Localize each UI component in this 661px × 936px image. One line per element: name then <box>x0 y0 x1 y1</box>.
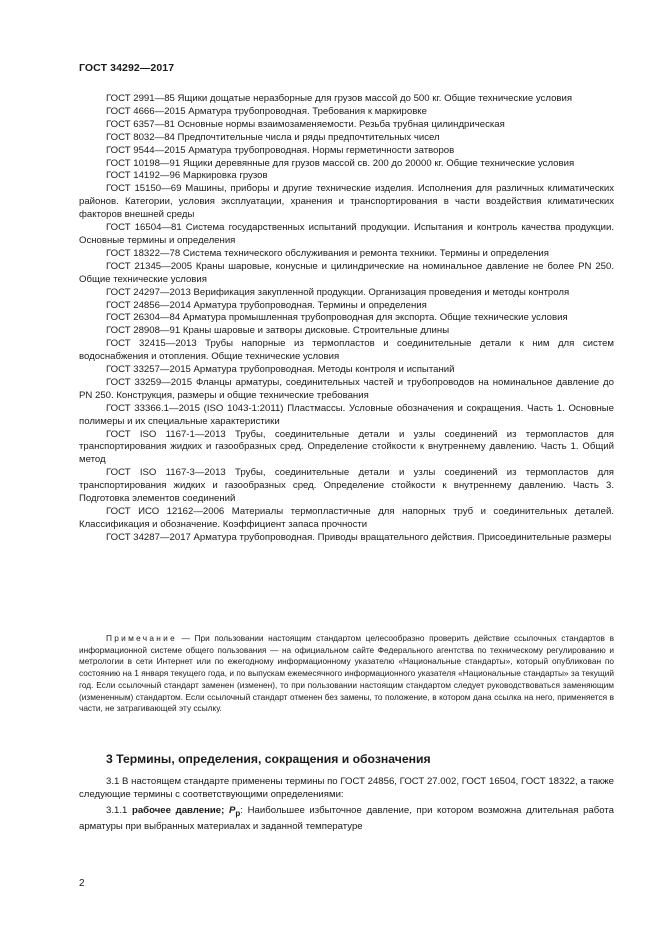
reference-item: ГОСТ 8032—84 Предпочтительные числа и ряды предпочтительных чисел <box>106 131 440 143</box>
reference-item: ГОСТ ISO 1167-1—2013 Трубы, соединительные детали и узлы соединений из термопластов для транспортирования жидких и газообразных сред. Определение стойкости к внутреннему давлению. Часть 1. Общий метод <box>79 428 614 466</box>
reference-item: ГОСТ ИСО 12162—2006 Материалы термопластичные для напорных труб и соединительных деталей. Классификация и обозначение. Коэффициент запаса прочности <box>79 506 614 530</box>
reference-item: ГОСТ 33259—2015 Фланцы арматуры, соединительных частей и трубопроводов на номинальное давление до PN 250. Конструкция, размеры и общие технические требования <box>79 376 614 401</box>
normative-references-list <box>79 93 614 545</box>
section-heading: 3 Термины, определения, сокращения и обозначения <box>106 752 431 766</box>
reference-item: ГОСТ 4666—2015 Арматура трубопроводная. Требования к маркировке <box>106 105 427 117</box>
reference-item: ГОСТ 14192—96 Маркировка грузов <box>106 170 268 182</box>
term-name: рабочее давление; <box>131 805 229 816</box>
note-text: — При пользовании настоящим стандартом целесообразно проверить действие ссылочных стандартов в информационной системе общего пользования — на официальном сайте Федерального агентства по техническому регулированию и метрологии в сети Интернет или по ежегодному информационному указателю «Национальные стандарты», который опубликован по состоянию на 1 января текущего года, и по выпускам ежемесячного информационного указателя «Национальные стандарты» за текущий год. Если ссылочный стандарт заменен (изменен), то при пользовании настоящим стандартом следует руководствоваться заменяющим (измененным) стандартом. Если ссылочный стандарт отменен без замены, то положение, в котором дана ссылка на него, применяется в части, не затрагивающей эту ссылку. <box>79 633 614 714</box>
reference-item: ГОСТ 24856—2014 Арматура трубопроводная. Термины и определения <box>106 299 427 311</box>
reference-item: ГОСТ 6357—81 Основные нормы взаимозаменяемости. Резьба трубная цилиндрическая <box>106 118 505 130</box>
paragraph-3-1: 3.1 В настоящем стандарте применены термины по ГОСТ 24856, ГОСТ 27.002, ГОСТ 16504, ГОСТ 18322, а также следующие термины с соответствующими определениями: <box>79 776 614 800</box>
note-label: Примечание <box>106 633 178 643</box>
reference-item: ГОСТ 33366.1—2015 (ISO 1043-1:2011) Пластмассы. Условные обозначения и сокращения. Часть 1. Основные полимеры и их специальные характеристики <box>79 402 614 427</box>
reference-item: ГОСТ 16504—81 Система государственных испытаний продукции. Испытания и контроль качества продукции. Основные термины и определения <box>79 222 614 246</box>
reference-item: ГОСТ 15150—69 Машины, приборы и другие технические изделия. Исполнения для различных климатических районов. Категории, условия эксплуатации, хранения и транспортирования в части воздействия климатических факторов внешней среды <box>79 183 614 221</box>
reference-item: ГОСТ 10198—91 Ящики деревянные для грузов массой св. 200 до 20000 кг. Общие технические условия <box>106 157 575 169</box>
reference-item: ГОСТ ISO 1167-3—2013 Трубы, соединительные детали и узлы соединений из термопластов для транспортирования жидких и газообразных сред. Определение стойкости к внутреннему давлению. Часть 3. Подготовка элементов соединений <box>79 467 614 505</box>
reference-item: ГОСТ 34287—2017 Арматура трубопроводная. Приводы вращательного действия. Присоединительные размеры <box>106 531 612 543</box>
note-paragraph <box>79 633 614 715</box>
reference-item: ГОСТ 32415—2013 Трубы напорные из термопластов и соединительные детали к ним для систем водоснабжения и отопления. Общие технические условия <box>79 338 614 363</box>
reference-item: ГОСТ 33257—2015 Арматура трубопроводная. Методы контроля и испытаний <box>106 364 455 376</box>
reference-item: ГОСТ 28908—91 Краны шаровые и затворы дисковые. Строительные длины <box>106 325 450 337</box>
reference-item: ГОСТ 21345—2005 Краны шаровые, конусные и цилиндрические на номинальное давление не более PN 250. Общие технические условия <box>79 260 614 285</box>
page-header-standard-code: ГОСТ 34292—2017 <box>79 62 175 74</box>
reference-item: ГОСТ 26304—84 Арматура промышленная трубопроводная для экспорта. Общие технические условия <box>106 312 568 324</box>
term-definition: : Наибольшее избыточное давление, при котором возможна длительная работа арматуры при выбранных материалах и заданной температуре <box>79 805 614 832</box>
reference-item: ГОСТ 18322—78 Система технического обслуживания и ремонта техники. Термины и определения <box>106 247 549 259</box>
clause-number: 3.1.1 <box>106 805 132 816</box>
reference-item: ГОСТ 24297—2013 Верификация закупленной продукции. Организация проведения и методы контроля <box>106 286 570 298</box>
paragraph-3-1-1 <box>79 805 614 834</box>
page-number: 2 <box>79 878 85 889</box>
reference-item: ГОСТ 2991—85 Ящики дощатые неразборные для грузов массой до 500 кг. Общие технические условия <box>106 93 573 104</box>
term-symbol-subscript: p <box>235 808 241 818</box>
reference-item: ГОСТ 9544—2015 Арматура трубопроводная. Нормы герметичности затворов <box>106 144 455 156</box>
term-symbol: P <box>228 805 236 816</box>
